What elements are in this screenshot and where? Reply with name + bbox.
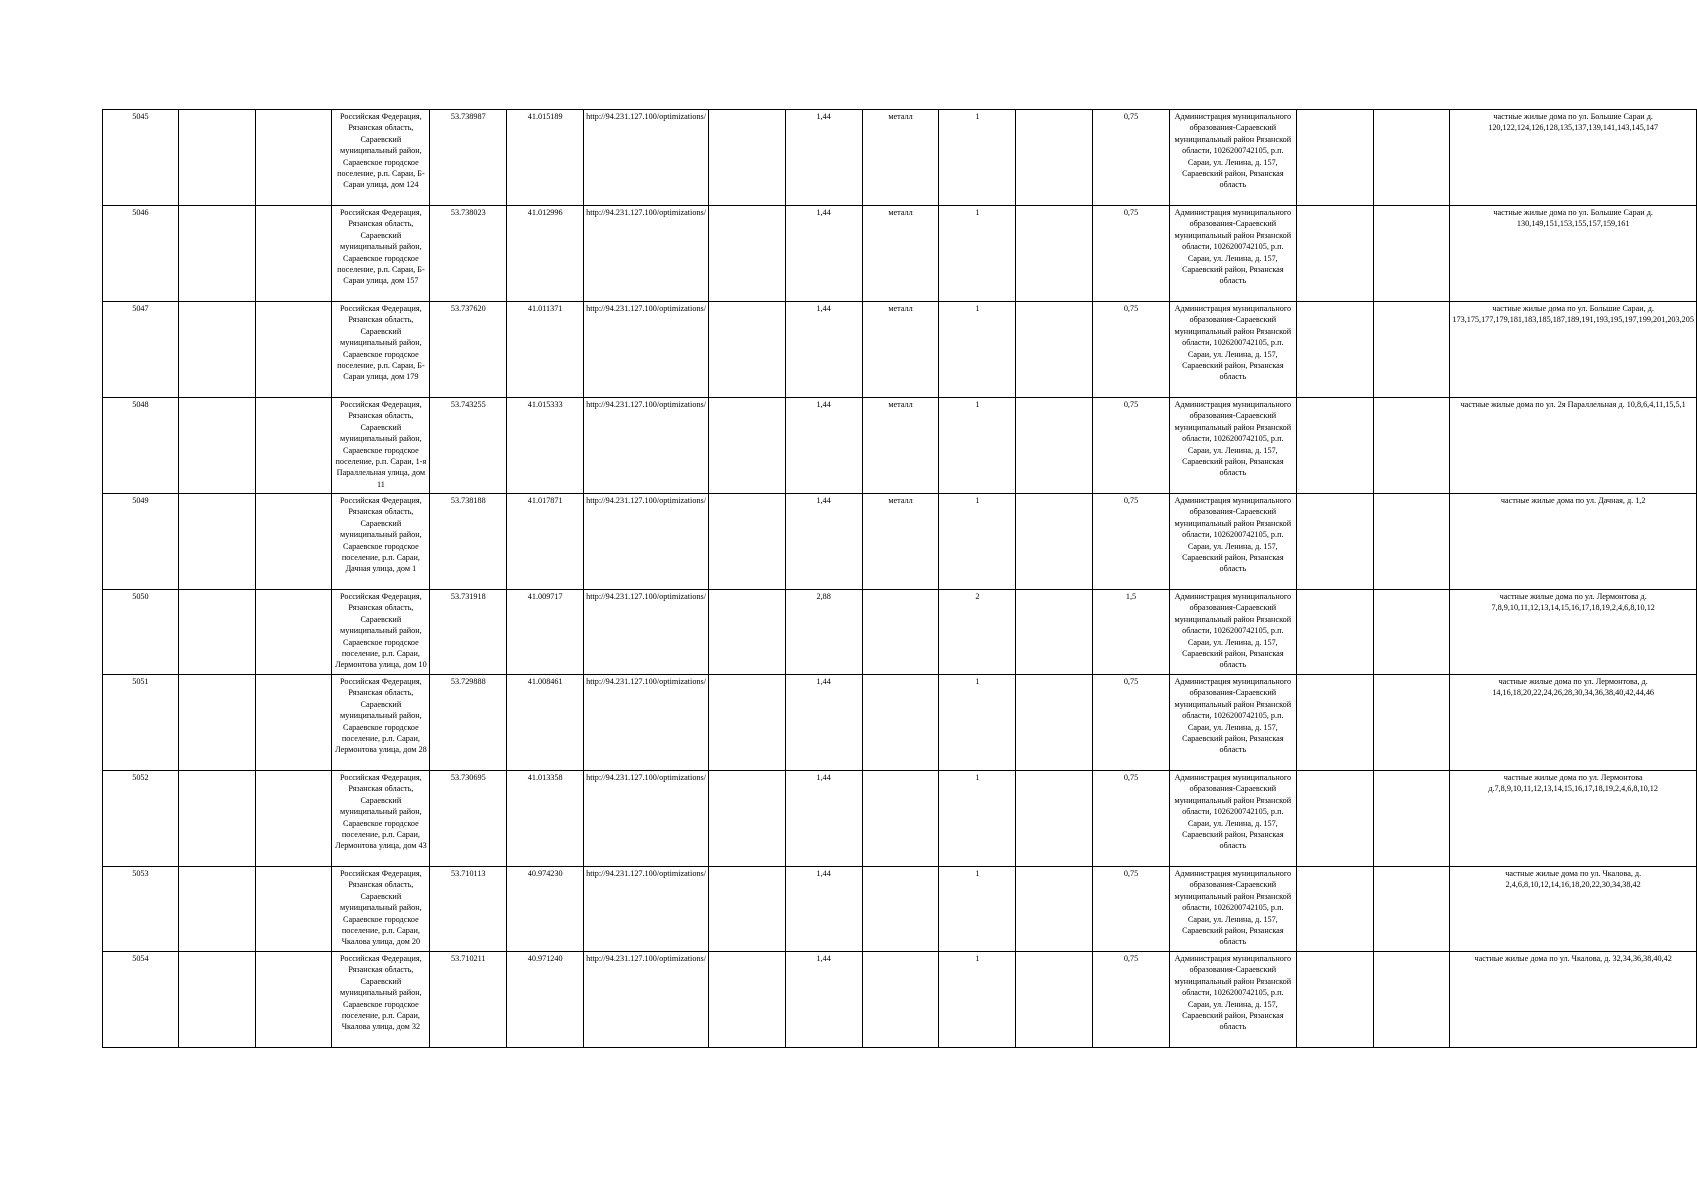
cell-number: 5047 — [103, 302, 179, 398]
cell-address: Российская Федерация, Рязанская область, Сараевский муниципальный район, Сараевское городское поселение, р.п. Сараи, Чкалова улица, дом 20 — [332, 867, 430, 952]
cell-material: металл — [862, 110, 939, 206]
cell-container-count: 1 — [939, 867, 1016, 952]
cell-empty — [708, 398, 785, 494]
cell-area: 1,44 — [785, 302, 862, 398]
cell-empty — [708, 771, 785, 867]
cell-volume: 0,75 — [1093, 952, 1170, 1048]
cell-number: 5049 — [103, 494, 179, 590]
cell-empty — [255, 675, 332, 771]
cell-sources: частные жилые дома по ул. Лермонтова д.7,8,9,10,11,12,13,14,15,16,17,18,19,2,4,6,8,10,12 — [1450, 771, 1697, 867]
cell-volume: 0,75 — [1093, 398, 1170, 494]
cell-empty — [1373, 867, 1450, 952]
registry-table — [102, 109, 1697, 1048]
cell-empty — [1016, 675, 1093, 771]
cell-empty — [1016, 206, 1093, 302]
cell-empty — [1373, 952, 1450, 1048]
cell-empty — [1373, 302, 1450, 398]
cell-empty — [708, 867, 785, 952]
cell-area: 1,44 — [785, 771, 862, 867]
cell-container-count: 1 — [939, 952, 1016, 1048]
cell-url: http://94.231.127.100/optimizations/ — [584, 771, 709, 867]
cell-empty — [1373, 675, 1450, 771]
cell-owner: Администрация муниципального образования-Сараевский муниципальный район Рязанской области, 1026200742105, р.п. Сараи, ул. Ленина, д. 157, Сараевский район, Рязанская область — [1169, 110, 1296, 206]
cell-empty — [255, 494, 332, 590]
table-row — [103, 494, 1697, 590]
cell-empty — [708, 206, 785, 302]
cell-url: http://94.231.127.100/optimizations/ — [584, 675, 709, 771]
cell-number: 5051 — [103, 675, 179, 771]
cell-volume: 0,75 — [1093, 675, 1170, 771]
cell-empty — [255, 771, 332, 867]
cell-area: 1,44 — [785, 952, 862, 1048]
cell-container-count: 1 — [939, 206, 1016, 302]
cell-empty — [1296, 302, 1373, 398]
cell-volume: 0,75 — [1093, 867, 1170, 952]
cell-empty — [178, 206, 255, 302]
cell-address: Российская Федерация, Рязанская область, Сараевский муниципальный район, Сараевское городское поселение, р.п. Сараи, Лермонтова улица, дом 28 — [332, 675, 430, 771]
cell-address: Российская Федерация, Рязанская область, Сараевский муниципальный район, Сараевское городское поселение, р.п. Сараи, Б-Сараи улица, дом 179 — [332, 302, 430, 398]
cell-empty — [708, 675, 785, 771]
cell-owner: Администрация муниципального образования-Сараевский муниципальный район Рязанской области, 1026200742105, р.п. Сараи, ул. Ленина, д. 157, Сараевский район, Рязанская область — [1169, 206, 1296, 302]
cell-empty — [708, 590, 785, 675]
cell-empty — [178, 952, 255, 1048]
cell-address: Российская Федерация, Рязанская область, Сараевский муниципальный район, Сараевское городское поселение, р.п. Сараи, Дачная улица, дом 1 — [332, 494, 430, 590]
cell-empty — [255, 590, 332, 675]
cell-empty — [178, 494, 255, 590]
cell-owner: Администрация муниципального образования-Сараевский муниципальный район Рязанской области, 1026200742105, р.п. Сараи, ул. Ленина, д. 157, Сараевский район, Рязанская область — [1169, 675, 1296, 771]
cell-owner: Администрация муниципального образования-Сараевский муниципальный район Рязанской области, 1026200742105, р.п. Сараи, ул. Ленина, д. 157, Сараевский район, Рязанская область — [1169, 867, 1296, 952]
cell-longitude: 41.015333 — [507, 398, 584, 494]
cell-owner: Администрация муниципального образования-Сараевский муниципальный район Рязанской области, 1026200742105, р.п. Сараи, ул. Ленина, д. 157, Сараевский район, Рязанская область — [1169, 952, 1296, 1048]
cell-address: Российская Федерация, Рязанская область, Сараевский муниципальный район, Сараевское городское поселение, р.п. Сараи, Б-Сараи улица, дом 124 — [332, 110, 430, 206]
cell-longitude: 40.971240 — [507, 952, 584, 1048]
cell-area: 1,44 — [785, 398, 862, 494]
cell-empty — [1373, 398, 1450, 494]
cell-sources: частные жилые дома по ул. Большие Сараи, д. 173,175,177,179,181,183,185,187,189,191,193,195,197,199,201,203,205 — [1450, 302, 1697, 398]
cell-empty — [178, 675, 255, 771]
cell-latitude: 53.743255 — [430, 398, 507, 494]
cell-empty — [1296, 771, 1373, 867]
table-row — [103, 771, 1697, 867]
cell-area: 1,44 — [785, 867, 862, 952]
cell-sources: частные жилые дома по ул. Чкалова, д. 2,4,6,8,10,12,14,16,18,20,22,30,34,38,42 — [1450, 867, 1697, 952]
cell-container-count: 1 — [939, 494, 1016, 590]
cell-number: 5045 — [103, 110, 179, 206]
cell-empty — [1016, 771, 1093, 867]
cell-number: 5050 — [103, 590, 179, 675]
cell-sources: частные жилые дома по ул. Большие Сараи д. 120,122,124,126,128,135,137,139,141,143,145,147 — [1450, 110, 1697, 206]
cell-material — [862, 771, 939, 867]
cell-material: металл — [862, 494, 939, 590]
cell-address: Российская Федерация, Рязанская область, Сараевский муниципальный район, Сараевское городское поселение, р.п. Сараи, Чкалова улица, дом 32 — [332, 952, 430, 1048]
cell-empty — [1373, 494, 1450, 590]
cell-empty — [1016, 590, 1093, 675]
cell-empty — [708, 952, 785, 1048]
cell-sources: частные жилые дома по ул. Чкалова, д. 32,34,36,38,40,42 — [1450, 952, 1697, 1048]
cell-area: 1,44 — [785, 494, 862, 590]
cell-latitude: 53.710211 — [430, 952, 507, 1048]
cell-empty — [255, 398, 332, 494]
cell-url: http://94.231.127.100/optimizations/ — [584, 590, 709, 675]
table-row — [103, 590, 1697, 675]
cell-empty — [1296, 590, 1373, 675]
cell-latitude: 53.710113 — [430, 867, 507, 952]
cell-empty — [1016, 952, 1093, 1048]
cell-empty — [1373, 771, 1450, 867]
cell-sources: частные жилые дома по ул. Большие Сараи д. 130,149,151,153,155,157,159,161 — [1450, 206, 1697, 302]
cell-address: Российская Федерация, Рязанская область, Сараевский муниципальный район, Сараевское городское поселение, р.п. Сараи, 1-я Параллельная улица, дом 11 — [332, 398, 430, 494]
cell-owner: Администрация муниципального образования-Сараевский муниципальный район Рязанской области, 1026200742105, р.п. Сараи, ул. Ленина, д. 157, Сараевский район, Рязанская область — [1169, 590, 1296, 675]
cell-container-count: 1 — [939, 302, 1016, 398]
cell-number: 5054 — [103, 952, 179, 1048]
cell-volume: 1,5 — [1093, 590, 1170, 675]
cell-longitude: 41.015189 — [507, 110, 584, 206]
cell-empty — [255, 867, 332, 952]
cell-empty — [255, 206, 332, 302]
cell-latitude: 53.730695 — [430, 771, 507, 867]
cell-empty — [1296, 952, 1373, 1048]
cell-sources: частные жилые дома по ул. Лермонтова, д. 14,16,18,20,22,24,26,28,30,34,36,38,40,42,44,46 — [1450, 675, 1697, 771]
cell-empty — [1296, 398, 1373, 494]
cell-container-count: 1 — [939, 110, 1016, 206]
cell-container-count: 1 — [939, 771, 1016, 867]
cell-area: 2,88 — [785, 590, 862, 675]
cell-material — [862, 675, 939, 771]
cell-volume: 0,75 — [1093, 771, 1170, 867]
cell-area: 1,44 — [785, 675, 862, 771]
cell-material: металл — [862, 302, 939, 398]
cell-volume: 0,75 — [1093, 206, 1170, 302]
cell-empty — [708, 494, 785, 590]
cell-empty — [255, 952, 332, 1048]
cell-number: 5046 — [103, 206, 179, 302]
cell-longitude: 41.008461 — [507, 675, 584, 771]
cell-number: 5053 — [103, 867, 179, 952]
cell-empty — [1296, 206, 1373, 302]
cell-empty — [178, 590, 255, 675]
table-row — [103, 110, 1697, 206]
cell-latitude: 53.729888 — [430, 675, 507, 771]
cell-empty — [1016, 302, 1093, 398]
cell-empty — [178, 771, 255, 867]
cell-url: http://94.231.127.100/optimizations/ — [584, 494, 709, 590]
cell-longitude: 41.009717 — [507, 590, 584, 675]
cell-volume: 0,75 — [1093, 302, 1170, 398]
cell-container-count: 1 — [939, 675, 1016, 771]
cell-owner: Администрация муниципального образования-Сараевский муниципальный район Рязанской области, 1026200742105, р.п. Сараи, ул. Ленина, д. 157, Сараевский район, Рязанская область — [1169, 398, 1296, 494]
cell-url: http://94.231.127.100/optimizations/ — [584, 302, 709, 398]
cell-empty — [255, 302, 332, 398]
table-row — [103, 675, 1697, 771]
cell-empty — [1296, 494, 1373, 590]
cell-url: http://94.231.127.100/optimizations/ — [584, 110, 709, 206]
cell-sources: частные жилые дома по ул. Дачная, д. 1,2 — [1450, 494, 1697, 590]
cell-area: 1,44 — [785, 206, 862, 302]
cell-volume: 0,75 — [1093, 494, 1170, 590]
cell-empty — [1016, 398, 1093, 494]
cell-longitude: 41.011371 — [507, 302, 584, 398]
cell-material — [862, 952, 939, 1048]
cell-empty — [1016, 867, 1093, 952]
cell-latitude: 53.738023 — [430, 206, 507, 302]
cell-empty — [178, 398, 255, 494]
cell-url: http://94.231.127.100/optimizations/ — [584, 398, 709, 494]
cell-empty — [1296, 675, 1373, 771]
table-row — [103, 302, 1697, 398]
cell-empty — [708, 110, 785, 206]
cell-number: 5052 — [103, 771, 179, 867]
cell-sources: частные жилые дома по ул. 2я Параллельная д. 10,8,6,4,11,15,5,1 — [1450, 398, 1697, 494]
cell-material — [862, 590, 939, 675]
cell-empty — [708, 302, 785, 398]
cell-container-count: 2 — [939, 590, 1016, 675]
table-row — [103, 952, 1697, 1048]
cell-longitude: 41.017871 — [507, 494, 584, 590]
cell-url: http://94.231.127.100/optimizations/ — [584, 952, 709, 1048]
cell-empty — [255, 110, 332, 206]
cell-empty — [1016, 110, 1093, 206]
cell-latitude: 53.737620 — [430, 302, 507, 398]
cell-container-count: 1 — [939, 398, 1016, 494]
cell-latitude: 53.738987 — [430, 110, 507, 206]
cell-empty — [1296, 110, 1373, 206]
cell-sources: частные жилые дома по ул. Лермонтова д. 7,8,9,10,11,12,13,14,15,16,17,18,19,2,4,6,8,10,12 — [1450, 590, 1697, 675]
cell-material: металл — [862, 206, 939, 302]
cell-material: металл — [862, 398, 939, 494]
cell-longitude: 41.012996 — [507, 206, 584, 302]
cell-empty — [178, 867, 255, 952]
cell-address: Российская Федерация, Рязанская область, Сараевский муниципальный район, Сараевское городское поселение, р.п. Сараи, Лермонтова улица, дом 10 — [332, 590, 430, 675]
cell-url: http://94.231.127.100/optimizations/ — [584, 206, 709, 302]
cell-volume: 0,75 — [1093, 110, 1170, 206]
cell-longitude: 40.974230 — [507, 867, 584, 952]
cell-area: 1,44 — [785, 110, 862, 206]
cell-owner: Администрация муниципального образования-Сараевский муниципальный район Рязанской области, 1026200742105, р.п. Сараи, ул. Ленина, д. 157, Сараевский район, Рязанская область — [1169, 771, 1296, 867]
cell-number: 5048 — [103, 398, 179, 494]
table-row — [103, 867, 1697, 952]
cell-owner: Администрация муниципального образования-Сараевский муниципальный район Рязанской области, 1026200742105, р.п. Сараи, ул. Ленина, д. 157, Сараевский район, Рязанская область — [1169, 302, 1296, 398]
cell-address: Российская Федерация, Рязанская область, Сараевский муниципальный район, Сараевское городское поселение, р.п. Сараи, Лермонтова улица, дом 43 — [332, 771, 430, 867]
cell-material — [862, 867, 939, 952]
cell-latitude: 53.738188 — [430, 494, 507, 590]
cell-empty — [1373, 206, 1450, 302]
cell-empty — [178, 302, 255, 398]
cell-latitude: 53.731918 — [430, 590, 507, 675]
cell-empty — [1373, 110, 1450, 206]
cell-empty — [1296, 867, 1373, 952]
cell-empty — [1373, 590, 1450, 675]
table-row — [103, 206, 1697, 302]
cell-url: http://94.231.127.100/optimizations/ — [584, 867, 709, 952]
cell-longitude: 41.013358 — [507, 771, 584, 867]
cell-owner: Администрация муниципального образования-Сараевский муниципальный район Рязанской области, 1026200742105, р.п. Сараи, ул. Ленина, д. 157, Сараевский район, Рязанская область — [1169, 494, 1296, 590]
cell-address: Российская Федерация, Рязанская область, Сараевский муниципальный район, Сараевское городское поселение, р.п. Сараи, Б-Сараи улица, дом 157 — [332, 206, 430, 302]
table-row — [103, 398, 1697, 494]
cell-empty — [178, 110, 255, 206]
cell-empty — [1016, 494, 1093, 590]
